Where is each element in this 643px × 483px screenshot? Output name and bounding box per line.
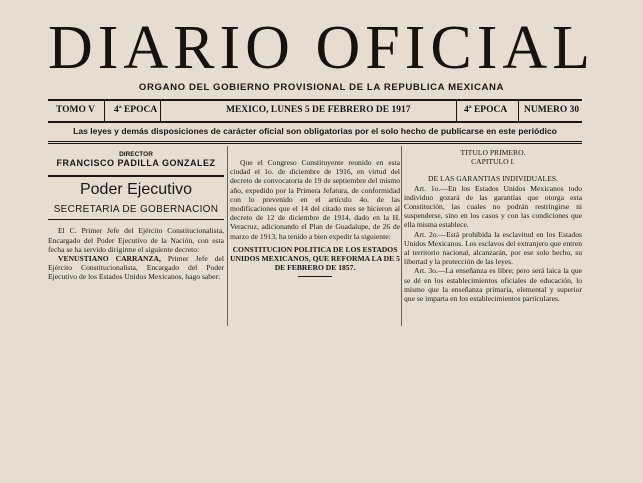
section-heading: Poder Ejecutivo [48,175,224,199]
capitulo-heading: CAPITULO I. [471,157,515,167]
column-1 [48,150,224,282]
article-3: Art. 3o.—La enseñanza es libre; pero será laica la que se dé en los establecimientos oficiales de educación, lo mismo que la enseñanza primaria, elemental y superior que se imparta en los establecimientos particulares. [404,266,582,304]
carranza-paragraph [48,254,224,282]
divider [48,141,582,142]
column-divider [401,146,402,326]
issue-info-bar [48,99,582,123]
article-1: Art. 1o.—En los Estados Unidos Mexicanos todo individuo gozará de las garantías que otorga esta Constitución, las cuales no podrán restringirse ni suspenderse, sino en los casos y con las condiciones que ella misma establece. [404,183,582,230]
carranza-name: VENUSTIANO CARRANZA, [58,254,161,264]
carranza-text: Primer Jefe del Ejército Constitucionalista, Encargado del Poder Ejecutivo de los Estados Unidos Mexicanos, hago saber: [48,254,224,282]
secretaria-heading: SECRETARIA DE GOBERNACION [48,204,224,220]
tomo-label: TOMO V [56,105,95,115]
director-label: DIRECTOR [119,151,153,158]
issue-number: NUMERO 30 [524,105,580,115]
titulo-heading: TITULO PRIMERO. [460,148,526,157]
divider [104,101,105,121]
congress-paragraph: Que el Congreso Constituyente reunido en esta ciudad el 1o. de diciembre de 1916, en virtud del decreto de convocatoria de 19 de septiembre del mismo año, expedido por la Primera Jefatura, de conformidad con lo prevenido en el artículo 4o. de las modificaciones que el 14 del citado mes se hicieron al decreto de 12 de diciembre de 1914, dado en la H. Veracruz, adicionando el Plan de Guadalupe, de 26 de marzo de 1913, ha tenido a bien expedir la siguiente: [230,158,400,241]
article-2: Art. 2o.—Está prohibida la esclavitud en los Estados Unidos Mexicanos. Los esclavos del extranjero que entren al territorio nacional, alcanzarán, por ese solo hecho, su libertad y la protección de las leyes. [404,229,582,267]
masthead-subtitle: ORGANO DEL GOBIERNO PROVISIONAL DE LA REPUBLICA MEXICANA [138,82,505,93]
epoca-right: 4ª EPOCA [464,105,508,115]
director-name: FRANCISCO PADILLA GONZALEZ [56,158,216,169]
divider [298,276,332,277]
divider [48,143,582,144]
column-divider [227,146,228,326]
divider [518,101,519,121]
divider [160,101,161,121]
garantias-heading: DE LAS GARANTIAS INDIVIDUALES. [428,174,558,184]
masthead-title: DIARIO OFICIAL [47,14,596,82]
issue-date: MEXICO, LUNES 5 DE FEBRERO DE 1917 [226,105,411,115]
column-2 [230,150,400,277]
column-3 [404,150,582,303]
constitution-heading: CONSTITUCION POLITICA DE LOS ESTADOS UNIDOS MEXICANOS, QUE REFORMA LA DE 5 DE FEBRERO DE 1857. [230,244,400,273]
divider [456,101,457,121]
legal-notice: Las leyes y demás disposiciones de carácter oficial son obligatorias por el solo hecho de publicarse en este periódico [73,126,557,136]
epoca-left: 4ª EPOCA [114,105,158,115]
intro-paragraph: El C. Primer Jefe del Ejército Constitucionalista, Encargado del Poder Ejecutivo de la Nación, con esta fecha se ha servido dirigirme el siguiente decreto: [48,226,224,254]
